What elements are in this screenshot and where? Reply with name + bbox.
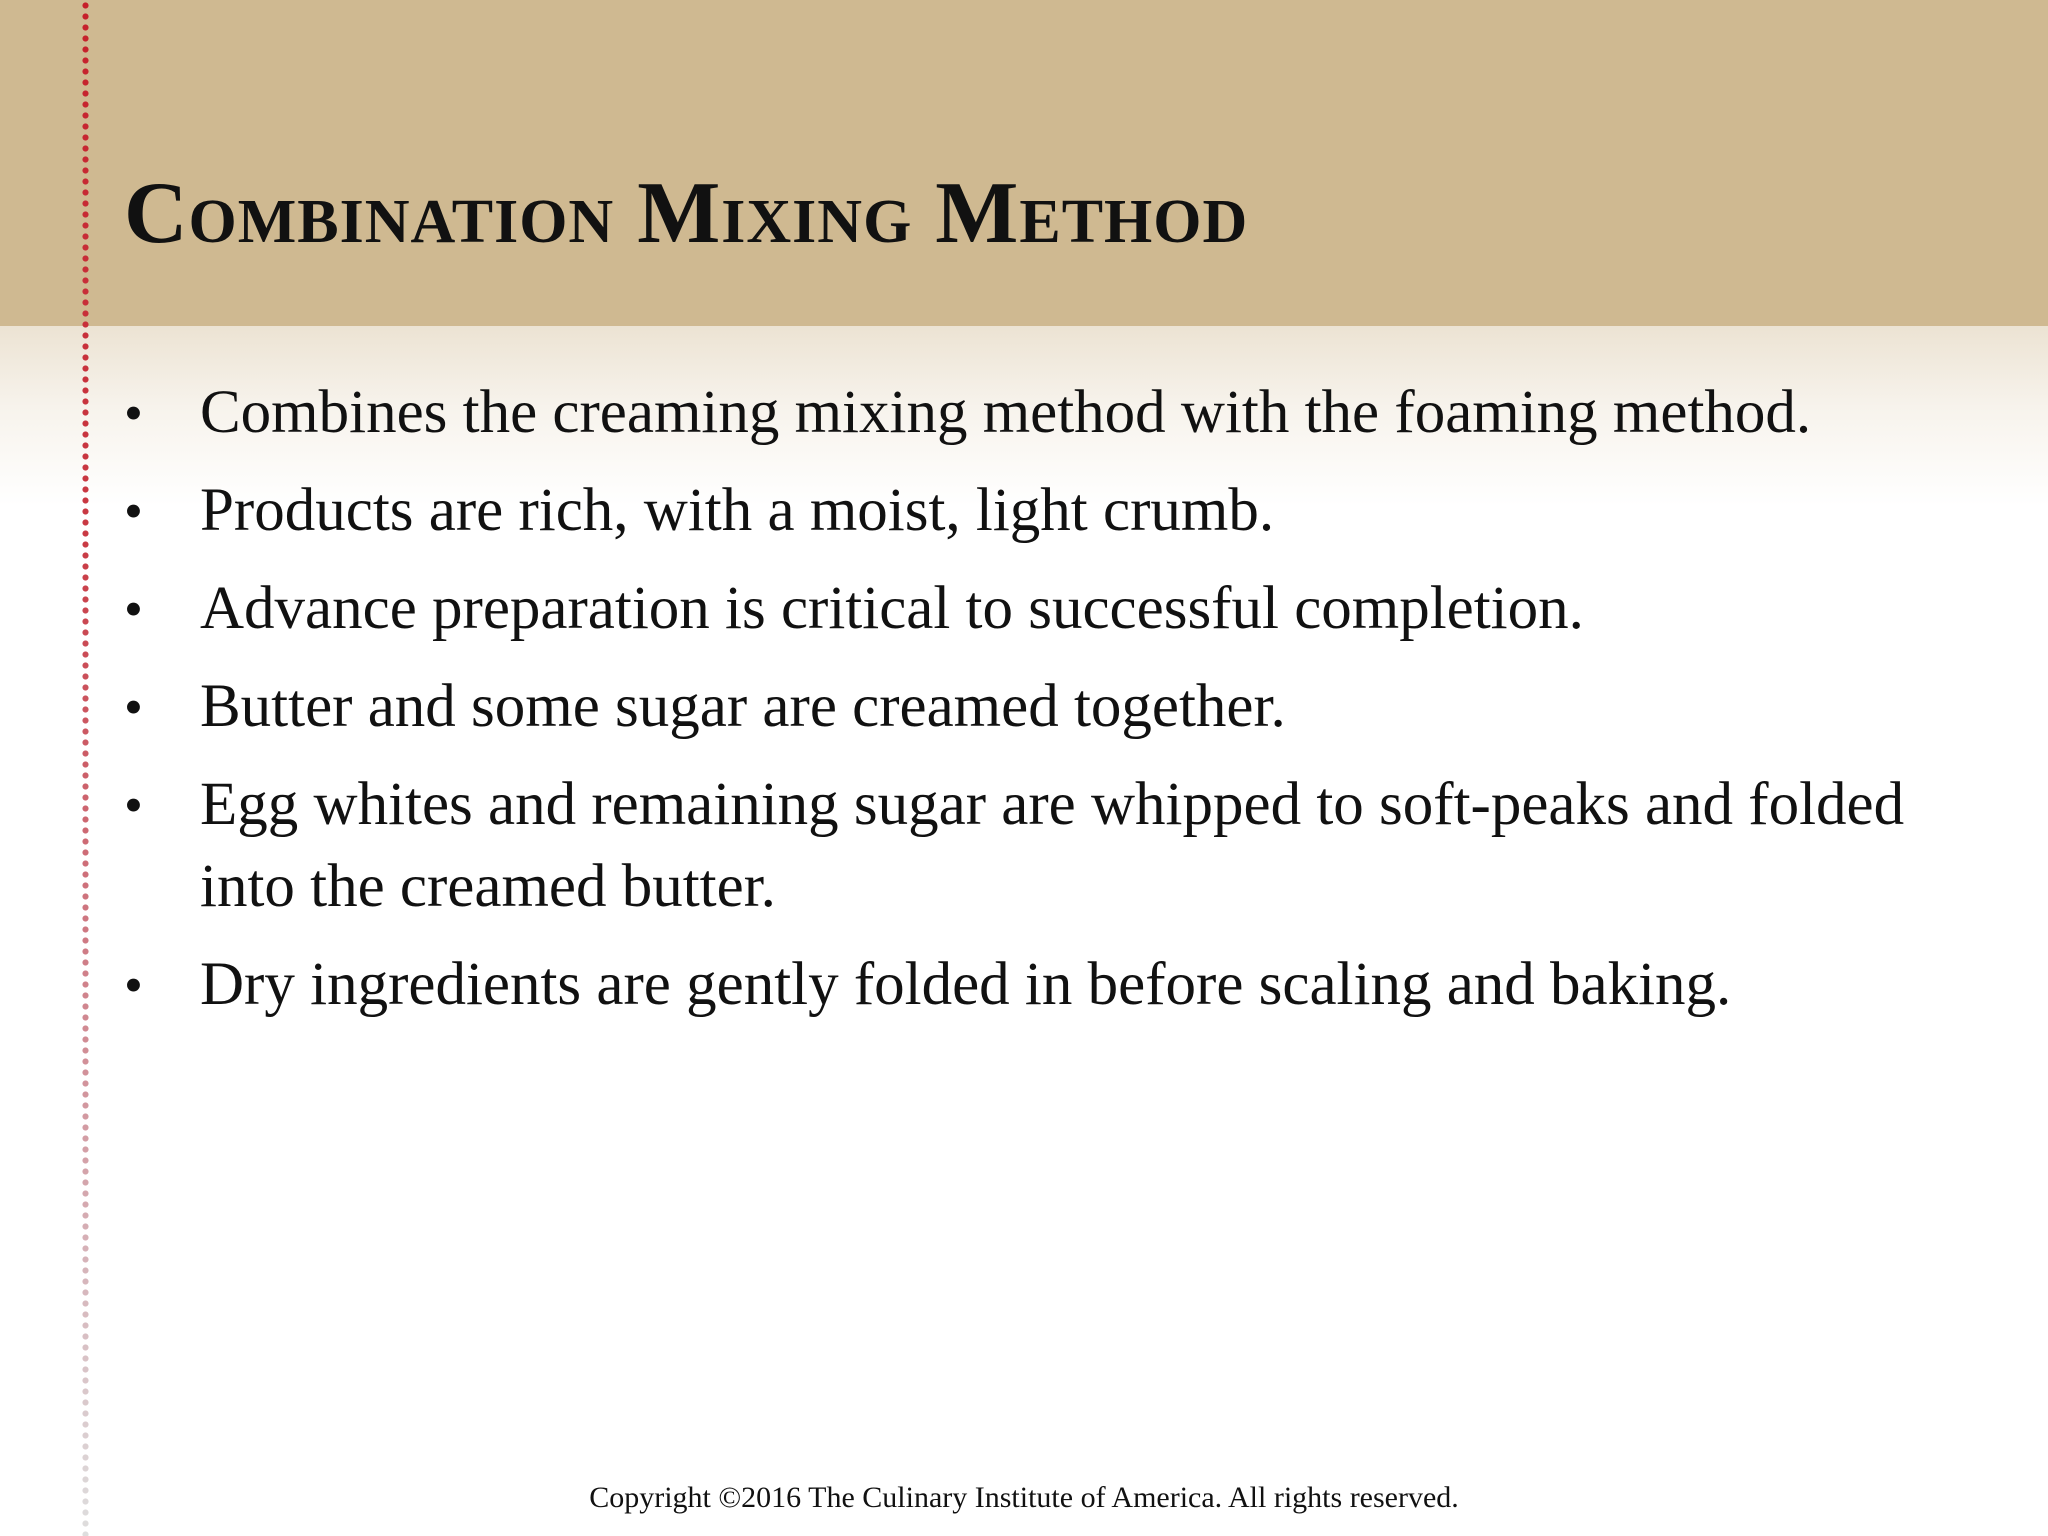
bullet-item — [124, 666, 1924, 748]
bullet-icon: • — [124, 579, 143, 639]
bullet-text: Egg whites and remaining sugar are whipped to soft-peaks and folded into the creamed butter. — [200, 771, 1905, 920]
slide-title: Combination Mixing Method — [124, 165, 1249, 262]
bullet-text: Products are rich, with a moist, light crumb. — [200, 477, 1275, 544]
copyright-footer: Copyright ©2016 The Culinary Institute of America. All rights reserved. — [589, 1481, 1459, 1514]
bullet-text: Advance preparation is critical to successful completion. — [200, 575, 1584, 642]
bullet-icon: • — [124, 383, 143, 443]
bullet-text: Combines the creaming mixing method with the foaming method. — [200, 379, 1812, 446]
bullet-icon: • — [124, 677, 143, 737]
bullet-text: Butter and some sugar are creamed together. — [200, 673, 1286, 740]
bullet-icon: • — [124, 775, 143, 835]
bullet-icon: • — [124, 955, 143, 1015]
header-band — [0, 0, 2048, 326]
bullet-item — [124, 470, 1924, 552]
bullet-item — [124, 944, 1924, 1026]
bullet-item — [124, 764, 1924, 928]
dotted-rule-decoration — [82, 0, 89, 1536]
bullet-text: Dry ingredients are gently folded in before scaling and baking. — [200, 951, 1732, 1018]
bullet-item — [124, 568, 1924, 650]
bullet-item — [124, 372, 1924, 454]
bullet-list — [124, 372, 1924, 1042]
bullet-icon: • — [124, 481, 143, 541]
